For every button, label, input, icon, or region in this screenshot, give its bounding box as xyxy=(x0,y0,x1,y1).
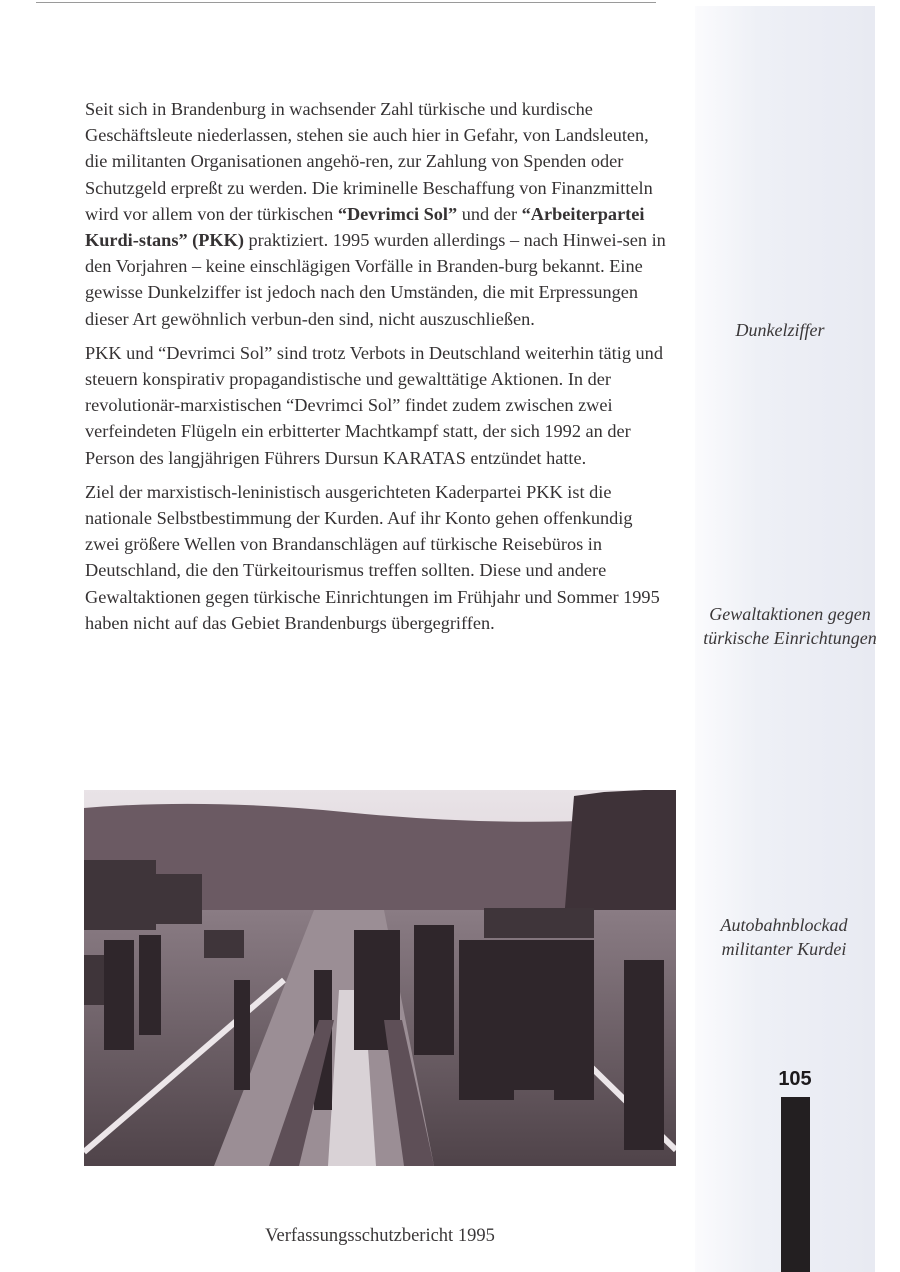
margin-note-autobahnblockade: Autobahnblockad militanter Kurdei xyxy=(720,915,848,959)
thumb-index-bar xyxy=(781,1097,810,1272)
paragraph-2: PKK und “Devrimci Sol” sind trotz Verbots in Deutschland weiterhin tätig und steuern konspirativ propagandistische und gewalttätige Aktionen. In der revolutionär-marxistischen “Devrimci Sol” findet zudem zwischen zwei verfeindeten Flügeln ein erbitterter Machtkampf statt, der sich 1992 an der Person des langjährigen Führers Dursun KARATAS entzündet hatte. xyxy=(85,342,663,468)
margin-note-gewaltaktionen: Gewaltaktionen gegen türkische Einrichtungen xyxy=(703,604,877,648)
paragraph-1: Seit sich in Brandenburg in wachsender Zahl türkische und kurdische Geschäftsleute niederlassen, stehen sie auch hier in Gefahr, von Landsleuten, die militanten Organisationen angehö-ren, zur Zahlung von Spenden oder Schutzgeld erpreßt zu werden. Die kriminelle Beschaffung von Finanzmitteln wird vor allem von der türkischen “Devrimci Sol” und der “Arbeiterpartei Kurdi-stans” (PKK) praktiziert. 1995 wurden allerdings – nach Hinwei-sen in den Vorjahren – keine einschlägigen Vorfälle in Branden-burg bekannt. Eine gewisse Dunkelziffer ist jedoch nach den Umständen, die mit Erpressungen dieser Art gewöhnlich verbun-den sind, nicht auszuschließen. xyxy=(85,99,666,329)
top-rule xyxy=(36,2,656,3)
margin-note-dunkelziffer: Dunkelziffer xyxy=(735,320,825,340)
footer-title: Verfassungsschutzbericht 1995 xyxy=(265,1226,495,1246)
photo-autobahn-blockade xyxy=(84,790,676,1166)
photo-illustration xyxy=(84,790,676,1166)
paragraph-3: Ziel der marxistisch-leninistisch ausgerichteten Kaderpartei PKK ist die nationale Selbstbestimmung der Kurden. Auf ihr Konto gehen offenkundig zwei größere Wellen von Brandanschlägen auf türkische Reisebüros in Deutschland, die den Türkeitourismus treffen sollten. Diese und andere Gewaltaktionen gegen türkische Einrichtungen im Frühjahr und Sommer 1995 haben nicht auf das Gebiet Brandenburgs übergegriffen. xyxy=(85,481,660,633)
body-text xyxy=(85,96,670,644)
page-number: 105 xyxy=(778,1068,812,1090)
